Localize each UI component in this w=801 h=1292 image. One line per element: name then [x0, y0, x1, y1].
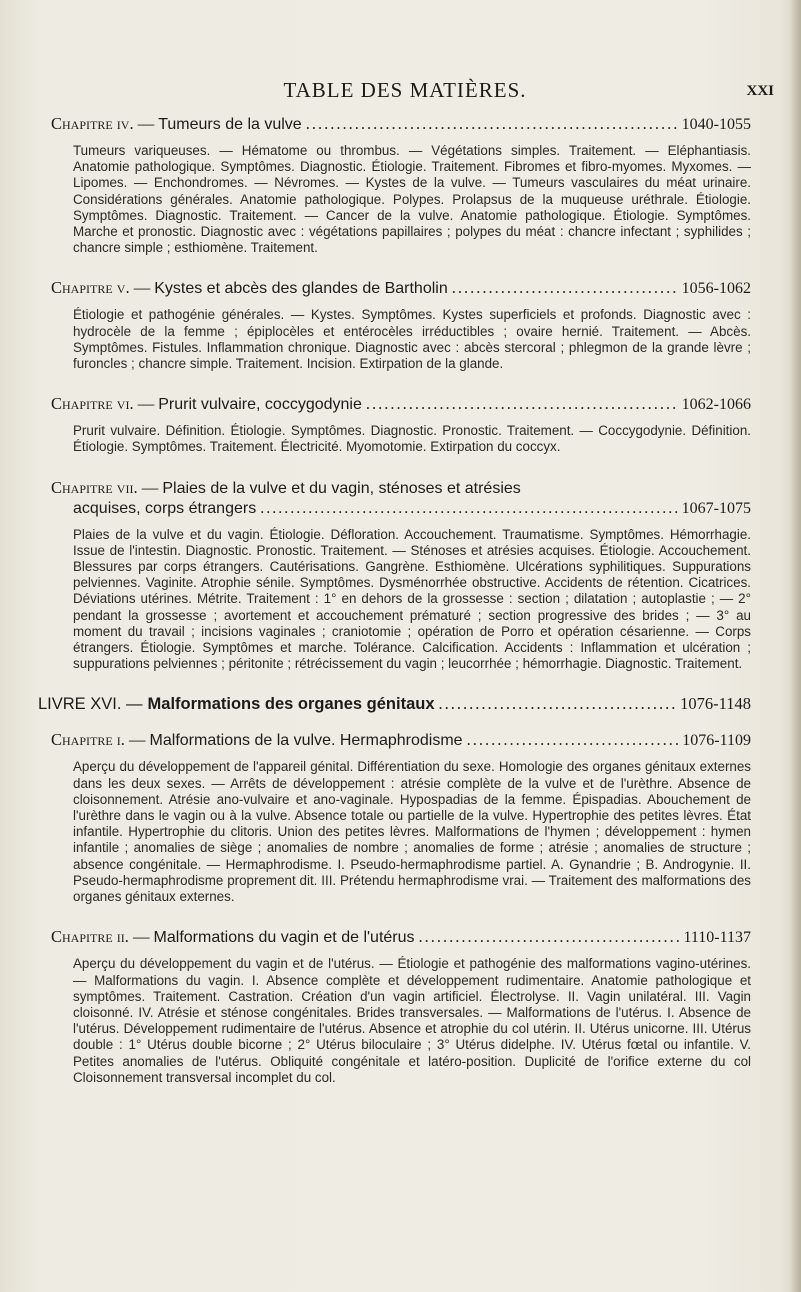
dot-leader: [260, 499, 677, 519]
chapter-title: Malformations de la vulve. Hermaphrodisme: [149, 732, 463, 750]
toc-entry-chapitre-vi: [51, 394, 751, 455]
dot-leader: [452, 278, 678, 298]
chapter-title: Tumeurs de la vulve: [158, 116, 302, 133]
toc-entry-chapitre-v: [51, 278, 751, 372]
table-of-contents: [38, 114, 751, 1086]
book-label: LIVRE XVI. —: [38, 695, 143, 714]
chapter-summary: Aperçu du développement de l'appareil génital. Différentiation du sexe. Homologie des organes génitaux externes dans les deux sexes. — Arrêts de développement : atrésie complète de la vulve et de l'urèthre. Absence de cloisonnement. Atrésie ano-vulvaire et ano-vaginale. Hypospadias de la femme. Épispadias. Abouchement de l'urèthre dans le vagin ou à la vulve. Absence totale ou partielle de la vulve. Hypertrophie des petites lèvres. État infantile. Hypertrophie du clitoris. Union des petites lèvres. Malformations de l'hymen ; développement : hymen infantile ; anomalies de siège ; anomalies de nombre ; anomalies de forme ; atrésie ; anomalies de structure ; absence congénitale. — Hermaphrodisme. I. Pseudo-hermaphrodisme partiel. A. Gynandrie ; B. Androgynie. II. Pseudo-hermaphrodisme proprement dit. III. Prétendu hermaphrodisme vrai. — Traitement des malformations des organes génitaux externes.: [73, 759, 751, 905]
chapter-label: Chapitre i. —: [51, 730, 146, 750]
page-range: 1067-1075: [681, 499, 751, 517]
book-title: Malformations des organes génitaux: [147, 695, 435, 714]
page-range: 1040-1055: [681, 116, 751, 133]
toc-entry-heading: [51, 478, 751, 499]
page-range: 1110-1137: [683, 929, 751, 947]
chapter-title-continued: acquises, corps étrangers: [73, 499, 257, 517]
page-edge-shadow: [789, 0, 801, 1292]
dot-leader: [306, 114, 678, 134]
chapter-summary: Tumeurs variqueuses. — Hématome ou thrombus. — Végétations simples. Traitement. — Eléphantiasis. Anatomie pathologique. Symptômes. Diagnostic. Étiologie. Traitement. Fibromes et fibro-myomes. Myxomes. — Lipomes. — Enchondromes. — Névromes. — Kystes de la vulve. — Tumeurs vasculaires du méat urinaire. Considérations générales. Anatomie pathologique. Polypes. Prolapsus de la muqueuse uréthrale. Étiologie. Symptômes. Diagnostic. Traitement. — Cancer de la vulve. Anatomie pathologique. Étiologie. Symptômes. Marche et pronostic. Diagnostic avec : végétations papillaires ; polypes du méat : chancre infectant ; syphilides ; chancre simple ; esthiomène. Traitement.: [73, 143, 751, 256]
toc-entry-chapitre-i: [51, 730, 751, 905]
chapter-summary: Étiologie et pathogénie générales. — Kystes. Symptômes. Kystes superficiels et profonds. Diagnostic avec : hydrocèle de la femme ; épiplocèles et entérocèles irréductibles ; ovaire hernié. Traitement. — Abcès. Symptômes. Fistules. Inflammation chronique. Diagnostic avec : abcès stercoral ; phlegmon de la grande lèvre ; furoncles ; chancre simple. Traitement. Incision. Extirpation de la glande.: [73, 307, 751, 372]
chapter-label: Chapitre iv. —: [51, 114, 155, 133]
dot-leader: [419, 927, 680, 947]
toc-book-heading: [38, 694, 751, 714]
chapter-label: Chapitre ii. —: [51, 927, 150, 947]
toc-entry-chapitre-iv: [51, 114, 751, 256]
page-range: 1076-1109: [682, 732, 751, 750]
chapter-label: Chapitre vi. —: [51, 394, 155, 414]
page-range: 1062-1066: [681, 396, 751, 414]
toc-entry-heading: [51, 278, 751, 299]
toc-entry-chapitre-ii: [51, 927, 751, 1086]
toc-entry-chapitre-vii: [51, 478, 751, 673]
page-range: 1056-1062: [681, 280, 751, 298]
page-range: 1076-1148: [680, 694, 751, 714]
page-number: XXI: [746, 83, 774, 99]
chapter-title: Plaies de la vulve et du vagin, sténoses et atrésies: [162, 479, 521, 497]
toc-entry-heading: [51, 114, 751, 135]
chapter-title: Prurit vulvaire, coccygodynie: [158, 396, 362, 414]
toc-entry-heading: [51, 394, 751, 415]
chapter-summary: Plaies de la vulve et du vagin. Étiologie. Défloration. Accouchement. Traumatisme. Symptômes. Hémorrhagie. Issue de l'intestin. Diagnostic. Pronostic. Traitement. — Sténoses et atrésies acquises. Étiologie. Accouchement. Blessures par corps étrangers. Cautérisations. Gangrène. Esthiomène. Ulcérations syphilitiques. Suppurations pelviennes. Vaginite. Atrophie sénile. Symptômes. Dysménorrhée obstructive. Accidents de rétention. Cicatrices. Déviations utérines. Métrite. Traitement : 1° en dehors de la grossesse : section ; dilatation ; autoplastie ; — 2° pendant la grossesse ; avortement et accouchement prématuré ; section progressive des brides ; — 3° au moment du travail ; incisions vaginales ; craniotomie ; opération de Porro et opération césarienne. — Corps étrangers. Étiologie. Symptômes et marche. Tolérance. Calcification. Accidents : Inflammation et ulcération ; suppurations pelviennes ; péritonite ; rétrécissement du vagin ; leucorrhée ; hémorrhagie. Diagnostic. Traitement.: [73, 526, 751, 672]
chapter-label: Chapitre vii. —: [51, 477, 159, 497]
chapter-summary: Aperçu du développement du vagin et de l'utérus. — Étiologie et pathogénie des malformations vagino-utérines. — Malformations du vagin. I. Absence complète et développement rudimentaire. Anatomie pathologique et symptômes. Traitement. Castration. Création d'un vagin artificiel. Électrolyse. II. Vagin unilatéral. III. Vagin cloisonné. IV. Atrésie et sténose congénitales. Brides transversales. — Malformations de l'utérus. I. Absence de l'utérus. Développement rudimentaire de l'utérus. Absence et atrophie du col utérin. II. Utérus unicorne. III. Utérus double : 1° Utérus double bicorne ; 2° Utérus biloculaire ; 3° Utérus didelphe. IV. Utérus fœtal ou infantile. V. Petites anomalies de l'utérus. Obliquité congénitale et latéro-position. Duplicité de l'orifice externe du col Cloisonnement transversal incomplet du col.: [73, 956, 751, 1085]
chapter-label: Chapitre v. —: [51, 278, 151, 298]
toc-entry-heading: [51, 927, 751, 948]
dot-leader: [366, 394, 678, 414]
dot-leader: [467, 730, 679, 750]
chapter-title: Kystes et abcès des glandes de Bartholin: [154, 280, 448, 298]
chapter-title: Malformations du vagin et de l'utérus: [153, 929, 415, 947]
dot-leader: [439, 694, 677, 714]
toc-entry-heading-continued: [51, 499, 751, 519]
chapter-summary: Prurit vulvaire. Définition. Étiologie. Symptômes. Diagnostic. Pronostic. Traitement. — Coccygodynie. Définition. Étiologie. Symptômes. Traitement. Électricité. Myomotomie. Extirpation du coccyx.: [73, 423, 751, 455]
toc-entry-heading: [51, 730, 751, 751]
running-title: TABLE DES MATIÈRES.: [283, 78, 527, 102]
running-head: [60, 78, 774, 108]
